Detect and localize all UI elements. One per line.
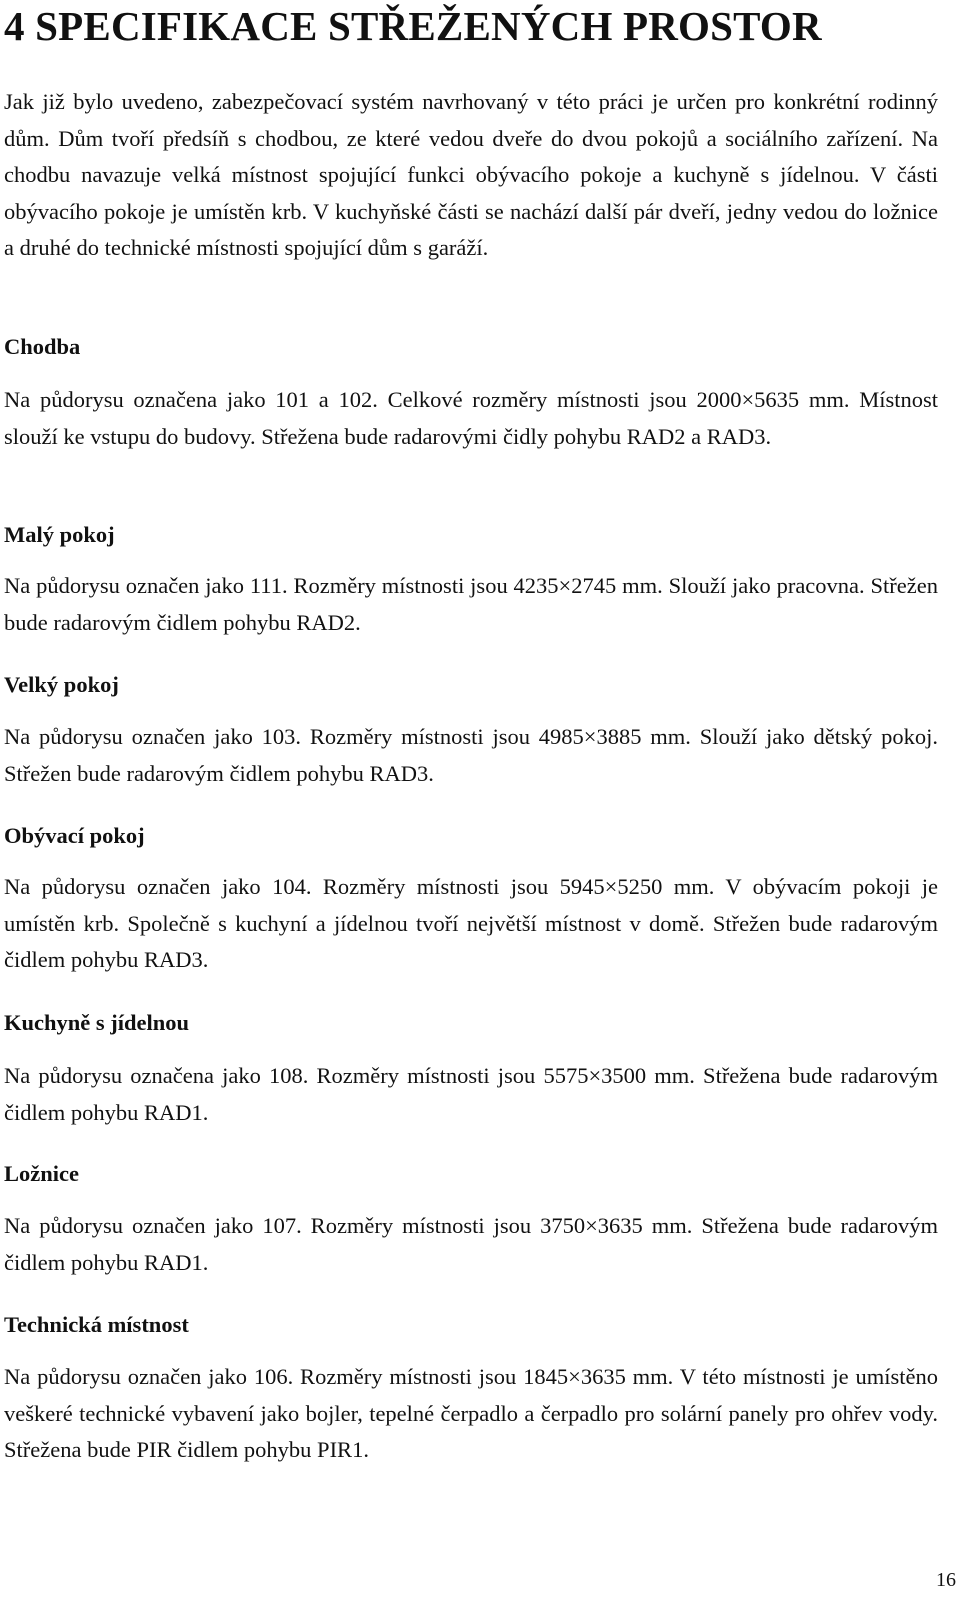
page-number: 16	[936, 1569, 956, 1591]
section-heading-loznice: Ložnice	[4, 1161, 79, 1186]
section-heading-maly-pokoj: Malý pokoj	[4, 522, 115, 547]
section-heading-chodba: Chodba	[4, 334, 81, 359]
section-text-velky-pokoj: Na půdorysu označen jako 103. Rozměry místnosti jsou 4985×3885 mm. Slouží jako dětský pokoj. Střežen bude radarovým čidlem pohybu RAD3.	[4, 724, 938, 786]
section-text-chodba: Na půdorysu označena jako 101 a 102. Celkové rozměry místnosti jsou 2000×5635 mm. Místnost slouží ke vstupu do budovy. Střežena bude radarovými čidly pohybu RAD2 a RAD3.	[4, 387, 938, 449]
section-heading-technicka-mistnost: Technická místnost	[4, 1312, 189, 1337]
section-text-maly-pokoj: Na půdorysu označen jako 111. Rozměry místnosti jsou 4235×2745 mm. Slouží jako pracovna. Střežen bude radarovým čidlem pohybu RAD2.	[4, 573, 938, 635]
section-text-kuchyne: Na půdorysu označena jako 108. Rozměry místnosti jsou 5575×3500 mm. Střežena bude radarovým čidlem pohybu RAD1.	[4, 1063, 938, 1125]
section-text-loznice: Na půdorysu označen jako 107. Rozměry místnosti jsou 3750×3635 mm. Střežena bude radarovým čidlem pohybu RAD1.	[4, 1213, 938, 1275]
section-heading-obyvaci-pokoj: Obývací pokoj	[4, 823, 145, 848]
section-text-technicka-mistnost: Na půdorysu označen jako 106. Rozměry místnosti jsou 1845×3635 mm. V této místnosti je umístěno veškeré technické vybavení jako bojler, tepelné čerpadlo a čerpadlo pro solární panely pro ohřev vody. Střežena bude PIR čidlem pohybu PIR1.	[4, 1364, 938, 1463]
section-text-obyvaci-pokoj: Na půdorysu označen jako 104. Rozměry místnosti jsou 5945×5250 mm. V obývacím pokoji je umístěn krb. Společně s kuchyní a jídelnou tvoří největší místnost v domě. Střežen bude radarovým čidlem pohybu RAD3.	[4, 874, 938, 973]
intro-paragraph	[4, 84, 938, 267]
chapter-title: 4 SPECIFIKACE STŘEŽENÝCH PROSTOR	[4, 3, 822, 49]
intro-text: Jak již bylo uvedeno, zabezpečovací systém navrhovaný v této práci je určen pro konkrétní rodinný dům. Dům tvoří předsíň s chodbou, ze které vedou dveře do dvou pokojů a sociálního zařízení. Na chodbu navazuje velká místnost spojující funkci obývacího pokoje a kuchyně s jídelnou. V části obývacího pokoje je umístěn krb. V kuchyňské části se nachází další pár dveří, jedny vedou do ložnice a druhé do technické místnosti spojující dům s garáží.	[4, 89, 938, 261]
section-heading-velky-pokoj: Velký pokoj	[4, 672, 119, 697]
section-heading-kuchyne: Kuchyně s jídelnou	[4, 1010, 190, 1035]
